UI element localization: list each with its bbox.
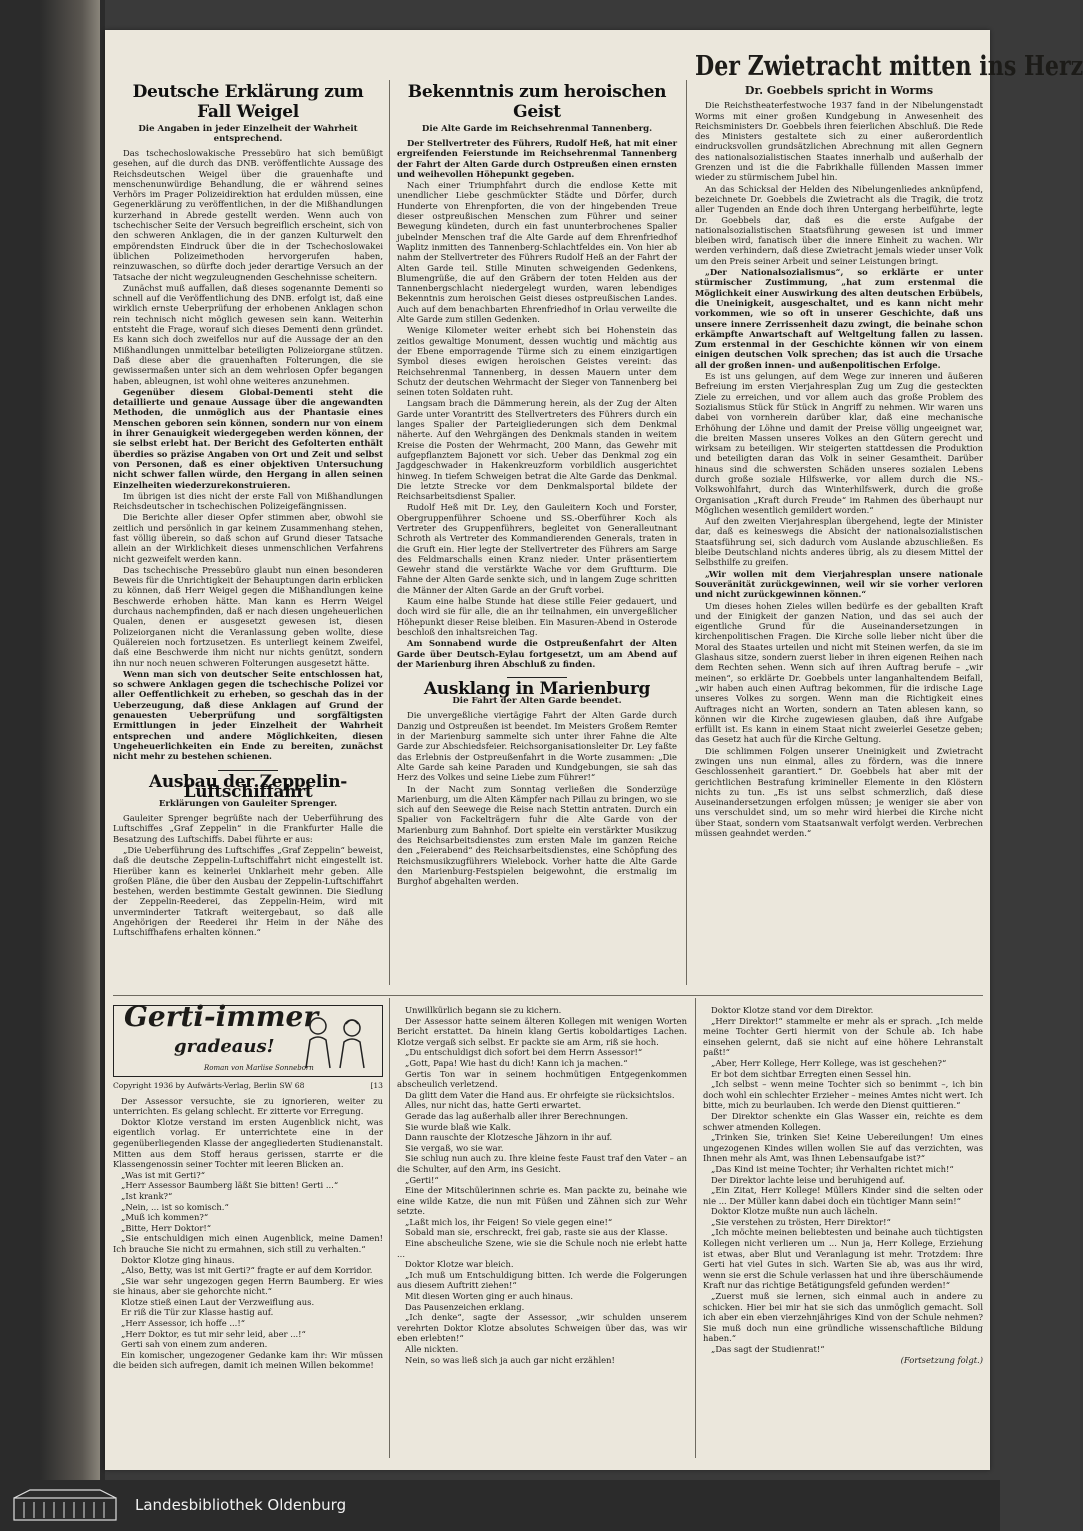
serial-paragraph: „Sie entschuldigen mich einen Augenblick, meine Damen! Ich brauche Sie nicht zu ermahnen, sich still zu verhalten.“ bbox=[113, 1233, 383, 1254]
serial-paragraph: Dann rauschte der Klotzesche Jähzorn in ihr auf. bbox=[405, 1132, 613, 1143]
paragraph: Es ist uns gelungen, auf dem Wege zur inneren und äußeren Befreiung im ersten Vierjahresplan Zug um Zug die gesteckten Ziele zu erreichen, und vor allem auch das große Problem des Sozialismus Stück für Stück in Angriff zu nehmen. Wir waren uns dabei von vornherein darüber klar, daß eine mechanische Erhöhung der Löhne und damit der Preise völlig ungeeignet war, die breiten Massen unseres Volkes an den Gütern gerecht und wirksam zu beteiligen. Wir steigerten stattdessen die Produktion und beteiligten daran das Volk in seiner Gesamtheit. Darüber hinaus sind die schwersten Schäden unseres sozialen Lebens durch große soziale Hilfswerke, vor allem durch die NS.-Volkswohlfahrt, durch das Winterhilfswerk, durch die große Organisation „Kraft durch Freude“ im Rahmen des überhaupt nur Möglichen wesentlich gemildert worden.“ bbox=[695, 371, 983, 515]
serial-paragraph: Er bot dem sichtbar Erregten einen Sessel hin. bbox=[711, 1068, 912, 1079]
paragraph: Rudolf Heß mit Dr. Ley, den Gauleitern Koch und Forster, Obergruppenführer Schoene und SS.-Oberführer Koch als Vertreter des Gruppenführers, begleitet von Generalleutnant Schroth als Vertreter des Kommandierenden Generals, traten in die Gruft ein. Hier legte der Stellvertreter des Führers am Sarge des Feldmarschalls einen Kranz nieder. Unter präsentiertem Gewehr stand die verstärkte Wache vor dem Gruftturm. Die Fahne der Alten Garde senkte sich, und in langem Zuge schritten die Männer der Alten Garde an der Gruft vorbei. bbox=[397, 502, 677, 595]
serial-paragraph: „Das sagt der Studienrat!“ bbox=[711, 1344, 825, 1354]
serial-paragraph: „Ich möchte meinen beliebtesten und beinahe auch tüchtigsten Kollegen nicht verlieren um ... Nun ja, Herr Kollege, Erziehung ist etwas, aber Blut und Veranlagung ist mehr. Trotzdem: Ihre Gerti hat viel Gutes in sich. Warten Sie ab, was aus ihr wird, wenn sie erst die Schule verlassen hat und ihre überschäumende Kraft nur das richtige Betätigungsfeld gefunden werden!“ bbox=[703, 1227, 983, 1291]
serial-column-1 bbox=[113, 1000, 383, 1371]
column-1 bbox=[113, 82, 383, 939]
newspaper-page bbox=[105, 30, 1083, 1470]
serial-subtitle: gradeaus! bbox=[174, 1036, 275, 1057]
serial-paragraph: „Ich selbst – wenn meine Tochter sich so benimmt –, ich bin doch wohl ein schlechter Erzieher – meines Amtes nicht wert. Ich bitte, mich zu beurlauben. Ich werde den Dienst quittieren.“ bbox=[703, 1079, 983, 1111]
serial-paragraph: Eine der Mitschülerinnen schrie es. Man packte zu, beinahe wie eine wilde Katze, die nun mit Füßen und Zähnen sich zur Wehr setzte. bbox=[397, 1185, 687, 1217]
column-rule bbox=[389, 998, 390, 1458]
serial-paragraph: „Du entschuldigst dich sofort bei dem Herrn Assessor!“ bbox=[405, 1047, 643, 1058]
subhead-zeppelin: Erklärungen von Gauleiter Sprenger. bbox=[158, 799, 338, 810]
paragraph: Auf den zweiten Vierjahresplan übergehend, legte der Minister dar, daß es keineswegs die Absicht der nationalsozialistischen Staatsführung sei, sich dadurch vom Auslande abzuschließen. Es bleibe Deutschland nichts anderes übrig, als zu diesem Mittel der Selbsthilfe zu greifen. bbox=[695, 516, 983, 568]
column-3 bbox=[695, 51, 1083, 839]
scan-left-edge bbox=[0, 0, 105, 1531]
serial-paragraph: Eine abscheuliche Szene, wie sie die Schule noch nie erlebt hatte ... bbox=[397, 1238, 687, 1259]
library-name: Landesbibliothek Oldenburg bbox=[135, 1496, 347, 1514]
serial-illustration bbox=[296, 1012, 376, 1070]
serial-paragraph: „Sie verstehen zu trösten, Herr Direktor!“ bbox=[711, 1216, 891, 1227]
paragraph: Die Reichstheaterfestwoche 1937 fand in der Nibelungenstadt Worms mit einer großen Kundgebung in Anwesenheit des Reichsministers Dr. Goebbels ihren feierlichen Abschluß. Die Rede des Ministers gestaltete sich zu einer außerordentlich eindrucksvollen grundsätzlichen Abrechnung mit allen Gegnern des nationalsozialistischen Staates innerhalb und außerhalb der Grenzen und ist die die Fabrikhalle füllenden Massen immer wieder zu stürmischem Jubel hin. bbox=[695, 100, 983, 183]
paragraph: In der Nacht zum Sonntag verließen die Sonderzüge Marienburg, um die Alten Kämpfer nach Pillau zu bringen, wo sie sich auf den Seewege die Reise nach Stettin antraten. Durch ein Spalier von Fackelträgern fuhr die Alte Garde von der Marienburg zum Bahnhof. Dort spielte ein verstärkter Musikzug des Reichsarbeitsdienstes zum ersten Male im ganzen Reiche den „Feierabend“ des Reichsarbeitsdienstes, eine Schöpfung des Reichsmusikzugführers Wielebock. Vorher hatte die Alte Garde den Marienburg-Festspielen beigewohnt, die erstmalig im Burghof abgehalten werden. bbox=[397, 783, 677, 887]
paragraph: An das Schicksal der Helden des Nibelungenliedes anknüpfend, bezeichnete Dr. Goebbels die Zwietracht als die Tragik, die trotz aller Tugenden an Ende doch ihren Untergang herbeiführte, legte Dr. Goebbels dar, daß es die erste Aufgabe der nationalsozialistischen Staatsführung gewesen ist und immer bleiben wird, fanatisch über die innere Einheit zu wachen. Wir werden verhindern, daß diese Zwietracht jemals wieder unser Volk um den Preis seiner Arbeit und seiner Leistungen bringt. bbox=[695, 183, 983, 266]
paragraph: „Wir wollen mit dem Vierjahresplan unsere nationale Souveränität zurückgewinnen, weil wir sie vorher verloren und nicht zurückgewinnen können.“ bbox=[695, 568, 983, 600]
paragraph: Die unvergeßliche viertägige Fahrt der Alten Garde durch Danzig und Ostpreußen ist beendet. Im Meisters Großem Remter in der Marienburg sammelte sich unter ihrer Fahne die Alte Garde zur Abschiedsfeier. Reichsorganisationsleiter Dr. Ley faßte das Erlebnis der Ostpreußenfahrt in die Worte zusammen: „Die Alte Garde sah keine Paraden und Kundgebungen, sie sah das Herz des Volkes und seine Liebe zum Führer!“ bbox=[397, 710, 677, 783]
paragraph: Im übrigen ist dies nicht der erste Fall von Mißhandlungen Reichsdeutscher in tschechischen Polizeigefängnissen. bbox=[113, 490, 383, 512]
serial-paragraph: „Nein, ... ist so komisch.“ bbox=[121, 1201, 229, 1212]
serial-paragraph: Unwillkürlich begann sie zu kichern. bbox=[405, 1005, 562, 1015]
serial-paragraph: „Aber, Herr Kollege, Herr Kollege, was ist geschehen?“ bbox=[711, 1057, 947, 1068]
paragraph: Um dieses hohen Zieles willen bedürfe es der geballten Kraft und der Einigkeit der ganzen Nation, und das sei auch der eigentliche Grund für die Auseinandersetzungen in kirchenpolitischen Fragen. Die Kirche solle lieber nicht über die Moral des Staates urteilen und nicht mit Steinen werfen, da sie im Glashaus sitze, sondern zuerst lieber in ihren eigenen Reihen nach dem Rechten sehen. Wenn sich auf ihren Auftrag berufe – „wir meinen“, so erklärte Dr. Goebbels unter langanhaltendem Beifall, „wir haben auch einen Auftrag bekommen, für die irdische Lage unseres Volkes zu sorgen. Wenn man die Richtigkeit eines Auftrages nicht an Worten, sondern an Taten ablesen kann, so können wir die Kirche zugewiesen glauben, daß ihre Aufgabe erfüllt ist. Es kann in einem Staat nicht zweierlei Gesetze geben; das Gesetz hat auch für die Kirche Geltung. bbox=[695, 600, 983, 745]
serial-title: Gerti-immer bbox=[124, 1000, 319, 1033]
serial-paragraph: Doktor Klotze war bleich. bbox=[405, 1259, 514, 1270]
serial-paragraph: Alles, nur nicht das, hatte Gerti erwartet. bbox=[405, 1100, 582, 1111]
paragraph: Wenn man sich von deutscher Seite entschlossen hat, so schwere Anklagen gegen die tschechische Polizei vor aller Oeffentlichkeit zu erheben, so geschah das in der Ueberzeugung, daß diese Anklagen auf Grund der genauesten Ueberprüfung und sorgfältigsten Ermittlungen in jeder Einzelheit der Wahrheit entsprechen und andere Möglichkeiten, diesen Ungeheuerlichkeiten ein Ende zu bereiten, zunächst nicht mehr zu bestehen schienen. bbox=[113, 668, 383, 762]
serial-text bbox=[703, 1005, 983, 1355]
paragraph: Der Stellvertreter des Führers, Rudolf Heß, hat mit einer ergreifenden Feierstunde im Reichsehrenmal Tannenberg der Fahrt der Alten Garde durch Ostpreußen einen ernsten und weihevollen Höhepunkt gegeben. bbox=[397, 138, 677, 179]
serial-copyright bbox=[113, 1081, 383, 1092]
library-footer bbox=[0, 1480, 1000, 1531]
serial-paragraph: Der Direktor lachte leise und beruhigend auf. bbox=[711, 1174, 905, 1185]
subhead-marienburg: Die Fahrt der Alten Garde beendet. bbox=[452, 696, 622, 707]
divider bbox=[507, 677, 567, 678]
serial-paragraph: „Sie war sehr ungezogen gegen Herrn Baumberg. Er wies sie hinaus, aber sie gehorchte nicht.“ bbox=[113, 1275, 383, 1297]
serial-paragraph: Gerti sah von einem zum anderen. bbox=[121, 1339, 268, 1350]
serial-paragraph: Gertis Ton war in seinem hochmütigen Entgegenkommen abscheulich verletzend. bbox=[397, 1068, 687, 1090]
library-building-icon bbox=[10, 1488, 120, 1522]
serial-paragraph: Sie schlug nun auch zu. Ihre kleine feste Faust traf den Vater – an die Schulter, auf den Arm, ins Gesicht. bbox=[397, 1153, 687, 1174]
paragraph: Wenige Kilometer weiter erhebt sich bei Hohenstein das zeitlos gewaltige Monument, dessen wuchtig und mächtig aus der Ebene emporragende Türme sich zu einem einzigartigen Symbol dieses ewigen heroischen Geistes vereint: das Reichsehrenmal Tannenberg, in dessen Mauern unter dem Schutz der deutschen Wehrmacht der Sieger von Tannenberg bei seinen toten Soldaten ruht. bbox=[397, 325, 677, 398]
paragraph: Am Sonnabend wurde die Ostpreußenfahrt der Alten Garde über Deutsch-Eylau fortgesetzt, um am Abend auf der Marienburg ihren Abschluß zu finden. bbox=[397, 638, 677, 669]
serial-paragraph: Sobald man sie, erschreckt, frei gab, raste sie aus der Klasse. bbox=[405, 1227, 668, 1238]
serial-paragraph: Doktor Klotze mußte nun auch lächeln. bbox=[711, 1206, 878, 1217]
divider bbox=[218, 770, 278, 771]
continued-note: (Fortsetzung folgt.) bbox=[900, 1354, 983, 1365]
serial-paragraph: Alle nickten. bbox=[405, 1344, 459, 1354]
serial-text bbox=[397, 1005, 687, 1365]
paragraph: Gauleiter Sprenger begrüßte nach der Ueberführung des Luftschiffes „Graf Zeppelin“ in die Frankfurter Halle die Besatzung des Luftschiffs. Dabei führte er aus: bbox=[113, 813, 383, 844]
subhead-zwietracht: Dr. Goebbels spricht in Worms bbox=[744, 84, 934, 97]
serial-paragraph: Der Direktor schenkte ein Glas Wasser ein, reichte es dem schwer atmenden Kollegen. bbox=[703, 1110, 983, 1132]
paragraph: Kaum eine halbe Stunde hat diese stille Feier gedauert, und doch wird sie für alle, die an ihr teilnahmen, ein unvergeßlicher Höhepunkt dieser Reise bleiben. Ein Masuren-Abend in Osterode beschloß den inhaltsreichen Tag. bbox=[397, 596, 677, 637]
section-divider bbox=[113, 995, 983, 996]
serial-paragraph: Doktor Klotze stand vor dem Direktor. bbox=[711, 1005, 874, 1015]
serial-paragraph: „Herr Assessor, ich hoffe ...!“ bbox=[121, 1318, 245, 1329]
serial-paragraph: „Muß ich kommen?“ bbox=[121, 1212, 209, 1223]
headline-geist: Bekenntnis zum heroischen Geist bbox=[407, 82, 667, 122]
serial-paragraph: „Bitte, Herr Doktor!“ bbox=[121, 1222, 212, 1233]
copyright-text: Copyright 1936 by Aufwärts-Verlag, Berlin SW 68 bbox=[113, 1081, 305, 1090]
serial-column-3 bbox=[703, 1005, 983, 1365]
headline-zeppelin: Ausbau der Zeppelin-Luftschiffahrt bbox=[148, 771, 348, 802]
serial-paragraph: Der Assessor versuchte, sie zu ignorieren, weiter zu unterrichten. Es gelang schlecht. Er zitterte vor Erregung. bbox=[113, 1095, 383, 1117]
paragraph: Das tschechoslowakische Pressebüro hat sich bemüßigt gesehen, auf die durch das DNB. veröffentlichte Aussage des Reichsdeutschen Weigel über die grauenhafte und menschenunwürdige Behandlung, die er während seines Verhörs im Prager Polizeidirektion hat erdulden müssen, eine Gegenerklärung zu veröffentlichen, in der die Mißhandlungen kurzerhand in Abrede gestellt werden. Wenn auch von tschechischer Seite der Versuch begreiflich erscheint, sich von den schweren Anklagen, die in der ganzen Kulturwelt den empörendsten Eindruck über die in der Tschechoslowakei üblichen Polizeimethoden hervorgerufen haben, reinzuwaschen, so dürfte doch jeder derartige Versuch an der Tatsache der nicht wegzuleugnenden Geschehnisse scheitern. bbox=[113, 148, 383, 282]
headline-weigel: Deutsche Erklärung zum Fall Weigel bbox=[132, 82, 364, 122]
serial-paragraph: „Ich denke“, sagte der Assessor, „wir schulden unserem verehrten Doktor Klotze absolutes Schweigen über das, was wir eben erlebten!“ bbox=[397, 1312, 687, 1344]
serial-paragraph: „Herr Doktor, es tut mir sehr leid, aber ...!“ bbox=[121, 1328, 306, 1339]
serial-column-2 bbox=[397, 1005, 687, 1365]
serial-paragraph: „Ich muß um Entschuldigung bitten. Ich werde die Folgerungen aus diesem Auftritt ziehen!“ bbox=[397, 1269, 687, 1291]
subhead-geist: Die Alte Garde im Reichsehrenmal Tannenberg. bbox=[421, 124, 653, 134]
serial-paragraph: Doktor Klotze ging hinaus. bbox=[121, 1254, 235, 1265]
serial-paragraph: „Gott, Papa! Wie hast du dich! Kann ich ja machen.“ bbox=[405, 1057, 628, 1068]
paragraph: Die Berichte aller dieser Opfer stimmen aber, obwohl sie zeitlich und persönlich in gar keinem Zusammenhang stehen, fast völlig überein, so daß schon auf Grund dieser Tatsache allein an der Wirklichkeit dieses unmenschlichen Verfahrens nicht gezweifelt werden kann. bbox=[113, 512, 383, 564]
column-rule bbox=[389, 80, 390, 985]
serial-paragraph: „Herr Assessor Baumberg läßt Sie bitten! Gerti ...“ bbox=[121, 1180, 339, 1191]
serial-paragraph: „Zuerst muß sie lernen, sich einmal auch in andere zu schicken. Hier bei mir hat sie sich das unmöglich gemacht. Soll ich aber ein eben vierzehnjähriges Kind von der Schule nehmen? Sie muß doch nun eine gründliche wissenschaftliche Bildung haben.“ bbox=[703, 1291, 983, 1344]
paragraph: Langsam brach die Dämmerung herein, als der Zug der Alten Garde unter Vorantritt des Stellvertreters des Führers durch ein langes Spalier der Parteigliederungen sich dem Denkmal näherte. Auf den Wehrgängen des Denkmals standen in weitem Kreise die Posten der Wehrmacht, 200 Mann, das Gewehr mit aufgepflanztem Bajonett vor sich. Ueber das Denkmal zog ein Jagdgeschwader in Hakenkreuzform vorbildlich ausgerichtet hinweg. In tiefem Schweigen betrat die Alte Garde das Denkmal. Die letzte Strecke vor dem Denkmalsportal bildete der Reichsarbeitsdienst Spalier. bbox=[397, 398, 677, 502]
serial-part-number: [13 bbox=[370, 1081, 383, 1090]
serial-paragraph: Gerade das lag außerhalb aller ihrer Berechnungen. bbox=[405, 1110, 629, 1121]
serial-paragraph: Ein komischer, ungezogener Gedanke kam ihr: Wir müssen die beiden sich aufregen, damit ich meinen Willen bekomme! bbox=[113, 1349, 383, 1371]
serial-paragraph: Er riß die Tür zur Klasse hastig auf. bbox=[121, 1307, 274, 1318]
serial-paragraph: Da glitt dem Vater die Hand aus. Er ohrfeigte sie rücksichtslos. bbox=[405, 1089, 675, 1100]
serial-paragraph: „Herr Direktor!“ stammelte er mehr als er sprach. „Ich melde meine Tochter Gerti hiermit von der Schule ab. Ich habe einsehen gelernt, daß sie nicht auf eine höhere Lehranstalt paßt!“ bbox=[703, 1015, 983, 1058]
serial-title-box bbox=[113, 1000, 383, 1077]
serial-paragraph: „Laßt mich los, ihr Feigen! So viele gegen eine!“ bbox=[405, 1216, 613, 1227]
serial-paragraph: „Gerti!“ bbox=[405, 1174, 439, 1185]
serial-paragraph: Klotze stieß einen Laut der Verzweiflung aus. bbox=[121, 1296, 315, 1307]
paragraph: Das tschechische Pressebüro glaubt nun einen besonderen Beweis für die Unrichtigkeit der Behauptungen darin erblicken zu können, daß Herr Weigel gegen die Mißhandlungen keine Beschwerde erhoben hätte. Man kann es Herrn Weigel durchaus nachempfinden, daß er nach diesen ungeheuerlichen Qualen, denen er ausgesetzt gewesen ist, diesen Polizeiorganen nicht die Veranlassung geben wollte, diese Quälereien noch fortzusetzen. Es unterliegt keinem Zweifel, daß eine Beschwerde ihm nicht nur nichts genützt, sondern ihn nur noch neuen schweren Folterungen ausgesetzt hätte. bbox=[113, 564, 383, 668]
subhead-weigel: Die Angaben in jeder Einzelheit der Wahrheit entsprechend. bbox=[138, 124, 358, 144]
headline-zwietracht: Der Zwietracht mitten ins Herz bbox=[695, 51, 1083, 82]
paragraph: Gegenüber diesem Global-Dementi steht die detaillierte und genaue Aussage über die angewandten Methoden, die unmöglich aus der Phantasie eines Menschen geboren sein können, sondern nur von einem in ihrer Genauigkeit wiedergegeben werden können, der sie selbst erlebt hat. Der Bericht des Gefolterten enthält überdies so präzise Angaben von Ort und Zeit und selbst von Personen, daß es einer objektiven Untersuchung nicht schwer fallen würde, den Hergang in allen seinen Einzelheiten wiederzurekonstruieren. bbox=[113, 386, 383, 490]
serial-paragraph: Doktor Klotze verstand im ersten Augenblick nicht, was eigentlich vorlag. Er unterrichtete eine in der gegenüberliegenden Klasse der angegliederten Studienanstalt. Mitten aus dem Stoff heraus gerissen, starrte er die Klassengenossin seiner Tochter mit leeren Blicken an. bbox=[113, 1116, 383, 1170]
paragraph: Die schlimmen Folgen unserer Uneinigkeit und Zwietracht zwingen uns nun einmal, alles zu fördern, was die innere Geschlossenheit garantiert.“ Dr. Goebbels hat aber mit der gerichtlichen Bestrafung krimineller Elemente in den Klöstern nichts zu tun. „Es ist uns selbst schmerzlich, daß diese Auseinandersetzungen erfolgen müssen; je weniger sie aber von uns verschuldet sind, um so mehr wird hierbei die Kirche nicht über Staat, sondern vom Staatsanwalt verfolgt werden. Verbrechen müssen geahndet werden.“ bbox=[695, 745, 983, 839]
serial-text bbox=[113, 1096, 383, 1371]
serial-paragraph: „Ist krank?“ bbox=[121, 1190, 173, 1201]
serial-paragraph: „Also, Betty, was ist mit Gerti?“ fragte er auf dem Korridor. bbox=[121, 1265, 373, 1276]
serial-paragraph: Sie wurde blaß wie Kalk. bbox=[405, 1121, 512, 1132]
paragraph: Zunächst muß auffallen, daß dieses sogenannte Dementi so schnell auf die Veröffentlichung des DNB. erfolgt ist, daß eine wirklich ernste Ueberprüfung der erhobenen Anklagen schon rein technisch nicht möglich gewesen sein kann. Weiterhin entsteht die Frage, worauf sich dieses Dementi denn gründet. Es kann sich doch zweifellos nur auf die Aussage der an den Mißhandlungen unmittelbar beteiligten Polizeiorgane stützen. Daß diese aber die grauenhaften Folterungen, die sie gewissermaßen unter sich an dem wehrlosen Opfer begangen haben, ableugnen, ist wohl ohne weiteres anzunehmen. bbox=[113, 282, 383, 386]
headline-marienburg: Ausklang in Marienburg bbox=[423, 679, 651, 700]
serial-paragraph: Sie vergaß, wo sie war. bbox=[405, 1142, 504, 1153]
serial-paragraph: Mit diesen Worten ging er auch hinaus. bbox=[405, 1291, 574, 1302]
column-rule bbox=[686, 80, 687, 985]
serial-paragraph: „Was ist mit Gerti?“ bbox=[121, 1169, 205, 1180]
serial-paragraph: „Das Kind ist meine Tochter; ihr Verhalten richtet mich!“ bbox=[711, 1163, 954, 1174]
paragraph: „Der Nationalsozialismus“, so erklärte er unter stürmischer Zustimmung, „hat zum erstenmal die Möglichkeit einer Auswirkung des alten deutschen Erbübels, die Uneinigkeit, ausgeschaltet, und es kann nicht mehr vorkommen, wie so oft in unserer Geschichte, daß uns unsere innere Zerrissenheit dazu zwingt, die beinahe schon erkämpfte Anwartschaft auf Weltgeltung fallen zu lassen. Zum erstenmal in der Geschichte können wir von einem einigen deutschen Volk sprechen; das ist auch die Ursache all der großen innen- und außenpolitischen Erfolge. bbox=[695, 267, 983, 370]
column-rule bbox=[695, 998, 696, 1458]
serial-paragraph: Das Pausenzeichen erklang. bbox=[405, 1301, 525, 1312]
serial-paragraph: „Ein Zitat, Herr Kollege! Müllers Kinder sind die selten oder nie ... Der Müller kann dabei doch ein tüchtiger Mann sein!“ bbox=[703, 1185, 983, 1206]
serial-paragraph: Nein, so was ließ sich ja auch gar nicht erzählen! bbox=[405, 1354, 615, 1365]
serial-paragraph: „Trinken Sie, trinken Sie! Keine Uebereilungen! Um eines ungezogenen Kindes willen wollen Sie auf das verzichten, was Ihnen mehr als Amt, was Ihnen Lebensaufgabe ist?“ bbox=[703, 1132, 983, 1164]
serial-author: Roman von Marlise Sonneborn bbox=[204, 1064, 314, 1072]
column-2 bbox=[397, 82, 677, 887]
paragraph: Nach einer Triumphfahrt durch die endlose Kette mit unendlicher Liebe geschmückter Städte und Dörfer, durch Hunderte von Ehrenpforten, die von der hingebenden Treue dieser ostpreußischen Menschen zum Führer und seiner Bewegung kündeten, durch ein fast ununterbrochenes Spalier jubelnder Menschen traf die Alte Garde auf dem Ehrenfriedhof Waplitz inmitten des Tannenberg-Schlachtfeldes ein. Von hier ab nahm der Stellvertreter des Führers Rudolf Heß an der Fahrt der Alten Garde teil. Stille Minuten schweigenden Gedenkens, Blumengrüße, die auf den Gräbern der toten Helden aus der Tannenbergschlacht niedergelegt wurden, waren lebendiges Bekenntnis zum heroischen Geist dieses ostpreußischen Landes. Auch auf dem benachbarten Ehrenfriedhof in Orlau verweilte die Alte Garde zum stillen Gedenken. bbox=[397, 180, 677, 325]
paragraph: „Die Ueberführung des Luftschiffes „Graf Zeppelin“ beweist, daß die deutsche Zeppelin-Luftschiffahrt nicht eingestellt ist. Hierüber kann es keinerlei Unklarheit mehr geben. Alle großen Pläne, die über den Ausbau der Zeppelin-Luftschiffahrt bestehen, werden bestimmte Gestalt gewinnen. Die Siedlung der Zeppelin-Reederei, das Zeppelin-Heim, wird mit unverminderter Tatkraft weitergebaut, so daß alle Angehörigen der Reederei ihr Heim in der Nähe des Luftschiffhafens erhalten können.“ bbox=[113, 845, 383, 938]
serial-paragraph: Der Assessor hatte seinem älteren Kollegen mit wenigen Worten Bericht erstattet. Da hinein klang Gertis koboldartiges Lachen. Klotze vergaß sich selbst. Er packte sie am Arm, riß sie hoch. bbox=[397, 1015, 687, 1047]
